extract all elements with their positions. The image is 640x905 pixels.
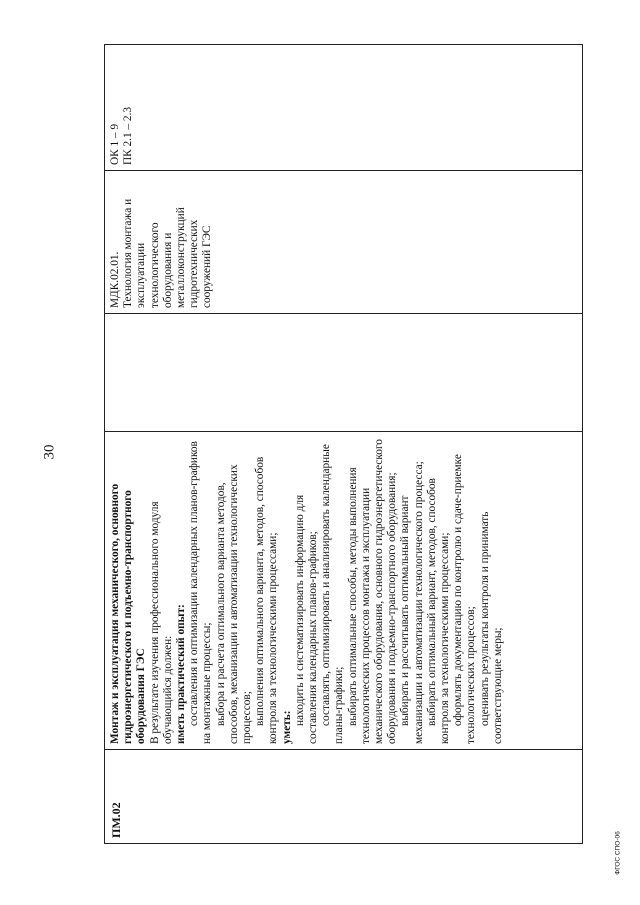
module-code: ПМ.02: [109, 802, 123, 838]
skill-item: выбирать оптимальный вариант, методов, способов контроля за технологическими процессами;: [425, 478, 452, 744]
module-title: Монтаж и эксплуатация механического, основного гидроэнергетического и подъемно-транспортного оборудования ГЭС: [109, 483, 148, 744]
practical-item: выбора и расчета оптимального варианта методов, способов, механизации и автоматизации технологических процессов;: [214, 464, 254, 744]
competency-pk: ПК 2.1 – 2.3: [122, 106, 135, 165]
skill-item: оформлять документацию по контролю и сдаче-приемке технологических процессов;: [452, 454, 478, 744]
mdk-code: МДК.02.01.: [109, 251, 121, 308]
practical-experience-label: иметь практический опыт:: [175, 604, 188, 744]
skill-item: выбирать оптимальные способы, методы выполнения технологических процессов монтажа и эксплуатации механического оборудования, основного гидроэнергетического оборудования и подъемно-транспортного оборудования;: [346, 439, 399, 744]
curriculum-table-rotated: [104, 44, 583, 844]
practical-item: выполнения оптимального варианта, методов, способов контроля за технологическими процессами;: [254, 456, 280, 744]
skill-item: выбирать и рассчитывать оптимальный вариант механизации и автоматизации технологического процесса;: [399, 461, 425, 744]
page-number-text: 30: [41, 444, 58, 460]
curriculum-table: [104, 44, 583, 844]
module-intro: В результате изучения профессионального модуля обучающийся должен:: [148, 501, 174, 744]
practical-item: составления и оптимизации календарных планов-графиков на монтажные процессы;: [188, 441, 214, 744]
footer-code-text: ФГОС СПО-06: [614, 831, 622, 875]
mdk-text: [105, 171, 219, 313]
skills-label: уметь:: [280, 710, 293, 744]
competency-ok: ОК 1 – 9: [109, 123, 121, 165]
module-description-cell: [105, 431, 582, 749]
skill-item: находить и систематизировать информацию для составления календарных планов-графиков;: [293, 494, 320, 744]
mdk-title: Технология монтажа и эксплуатации технологического оборудования и металлоконструкций гидротехнических сооружений ГЭС: [122, 198, 214, 308]
skill-item: оценивать результаты контроля и принимать соответствующие меры;: [478, 511, 504, 744]
module-description: [105, 432, 509, 749]
skill-item: составлять, оптимизировать и анализировать календарные планы-графики;: [320, 444, 346, 744]
empty-cell: [105, 313, 582, 431]
module-code-cell: [105, 749, 582, 843]
mdk-cell: [105, 170, 582, 313]
competencies-cell: [105, 43, 582, 170]
competencies-text: [105, 43, 139, 170]
